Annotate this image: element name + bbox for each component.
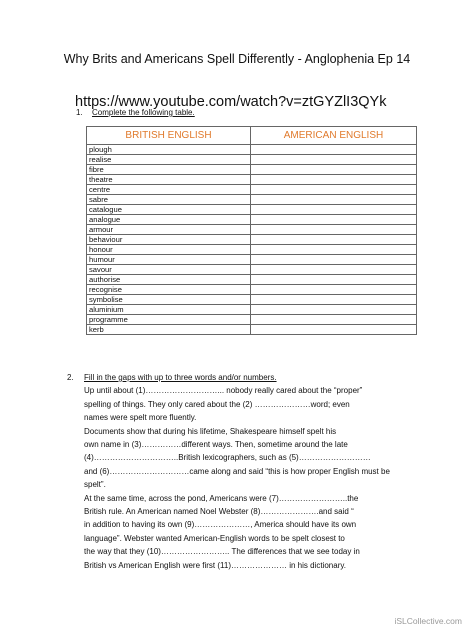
british-word-cell: honour (87, 245, 251, 255)
british-english-header: BRITISH ENGLISH (87, 127, 251, 145)
table-row (87, 265, 417, 275)
british-word-cell: behaviour (87, 235, 251, 245)
watermark: iSLCollective.com (394, 616, 462, 626)
british-word-cell: humour (87, 255, 251, 265)
american-word-blank-cell[interactable] (251, 315, 417, 325)
task-2-heading (67, 371, 425, 384)
table-row (87, 325, 417, 335)
text-line: At the same time, across the pond, Americans were (7)……………………..the (84, 493, 359, 503)
british-word-cell: theatre (87, 175, 251, 185)
american-english-header: AMERICAN ENGLISH (251, 127, 417, 145)
british-word-cell: realise (87, 155, 251, 165)
british-word-cell: aluminium (87, 305, 251, 315)
table-row (87, 155, 417, 165)
british-word-cell: authorise (87, 275, 251, 285)
american-word-blank-cell[interactable] (251, 255, 417, 265)
british-word-cell: catalogue (87, 205, 251, 215)
british-word-cell: sabre (87, 195, 251, 205)
table-row (87, 185, 417, 195)
text-line: British rule. An American named Noel Webster (8)………………….and said “ (84, 507, 354, 517)
american-word-blank-cell[interactable] (251, 225, 417, 235)
table-row (87, 225, 417, 235)
american-word-blank-cell[interactable] (251, 155, 417, 165)
task-1-instruction: Complete the following table. (92, 108, 195, 117)
british-word-cell: symbolise (87, 295, 251, 305)
text-line: Up until about (1)………………………... nobody really cared about the “proper” (84, 386, 363, 396)
british-word-cell: kerb (87, 325, 251, 335)
british-word-cell: fibre (87, 165, 251, 175)
table-row (87, 145, 417, 155)
american-word-blank-cell[interactable] (251, 235, 417, 245)
american-word-blank-cell[interactable] (251, 275, 417, 285)
text-line: Documents show that during his lifetime, Shakespeare himself spelt his (84, 426, 337, 436)
british-word-cell: savour (87, 265, 251, 275)
text-line: spelling of things. They only cared about the (2) …………………word; even (84, 399, 350, 409)
task-1-heading (76, 108, 195, 117)
text-line: names were spelt more fluently. (84, 413, 197, 423)
text-line: and (6)…………………………came along and said “this is how proper English must be (84, 466, 390, 476)
table-row (87, 195, 417, 205)
table-row (87, 255, 417, 265)
text-line: (4)…………………………..British lexicographers, such as (5)……………………… (84, 453, 371, 463)
table-row (87, 275, 417, 285)
table-row (87, 305, 417, 315)
table-row (87, 165, 417, 175)
table-row (87, 215, 417, 225)
task-1-number: 1. (76, 108, 83, 117)
american-word-blank-cell[interactable] (251, 145, 417, 155)
table-row (87, 285, 417, 295)
text-line: the way that they (10)…………………….. The differences that we see today in (84, 547, 360, 557)
british-word-cell: plough (87, 145, 251, 155)
text-line: spelt”. (84, 480, 106, 490)
table-row (87, 175, 417, 185)
american-word-blank-cell[interactable] (251, 185, 417, 195)
table-row (87, 315, 417, 325)
video-url: https://www.youtube.com/watch?v=ztGYZlI3QYk (75, 94, 387, 110)
table-row (87, 235, 417, 245)
british-word-cell: programme (87, 315, 251, 325)
american-word-blank-cell[interactable] (251, 325, 417, 335)
page-title: Why Brits and Americans Spell Differently - Anglophenia Ep 14 (63, 52, 411, 66)
task-2 (65, 371, 425, 572)
american-word-blank-cell[interactable] (251, 245, 417, 255)
british-word-cell: analogue (87, 215, 251, 225)
table-row (87, 205, 417, 215)
british-word-cell: centre (87, 185, 251, 195)
table-row (87, 295, 417, 305)
task-2-number: 2. (67, 373, 74, 382)
american-word-blank-cell[interactable] (251, 265, 417, 275)
american-word-blank-cell[interactable] (251, 285, 417, 295)
american-word-blank-cell[interactable] (251, 165, 417, 175)
american-word-blank-cell[interactable] (251, 215, 417, 225)
table-header-row (87, 127, 417, 145)
text-line: own name in (3)……………different ways. Then, sometime around the late (84, 440, 348, 450)
text-line: language”. Webster wanted American-English words to be spelt closest to (84, 533, 345, 543)
text-line: British vs American English were first (11)………………… in his dictionary. (84, 560, 346, 570)
table-row (87, 245, 417, 255)
american-word-blank-cell[interactable] (251, 175, 417, 185)
task-2-instruction: Fill in the gaps with up to three words and/or numbers. (84, 373, 277, 382)
spelling-table (86, 126, 417, 335)
american-word-blank-cell[interactable] (251, 195, 417, 205)
gap-fill-text (84, 384, 425, 572)
text-line: in addition to having its own (9)…………………, America should have its own (84, 520, 357, 530)
american-word-blank-cell[interactable] (251, 305, 417, 315)
american-word-blank-cell[interactable] (251, 295, 417, 305)
british-word-cell: recognise (87, 285, 251, 295)
american-word-blank-cell[interactable] (251, 205, 417, 215)
british-word-cell: armour (87, 225, 251, 235)
